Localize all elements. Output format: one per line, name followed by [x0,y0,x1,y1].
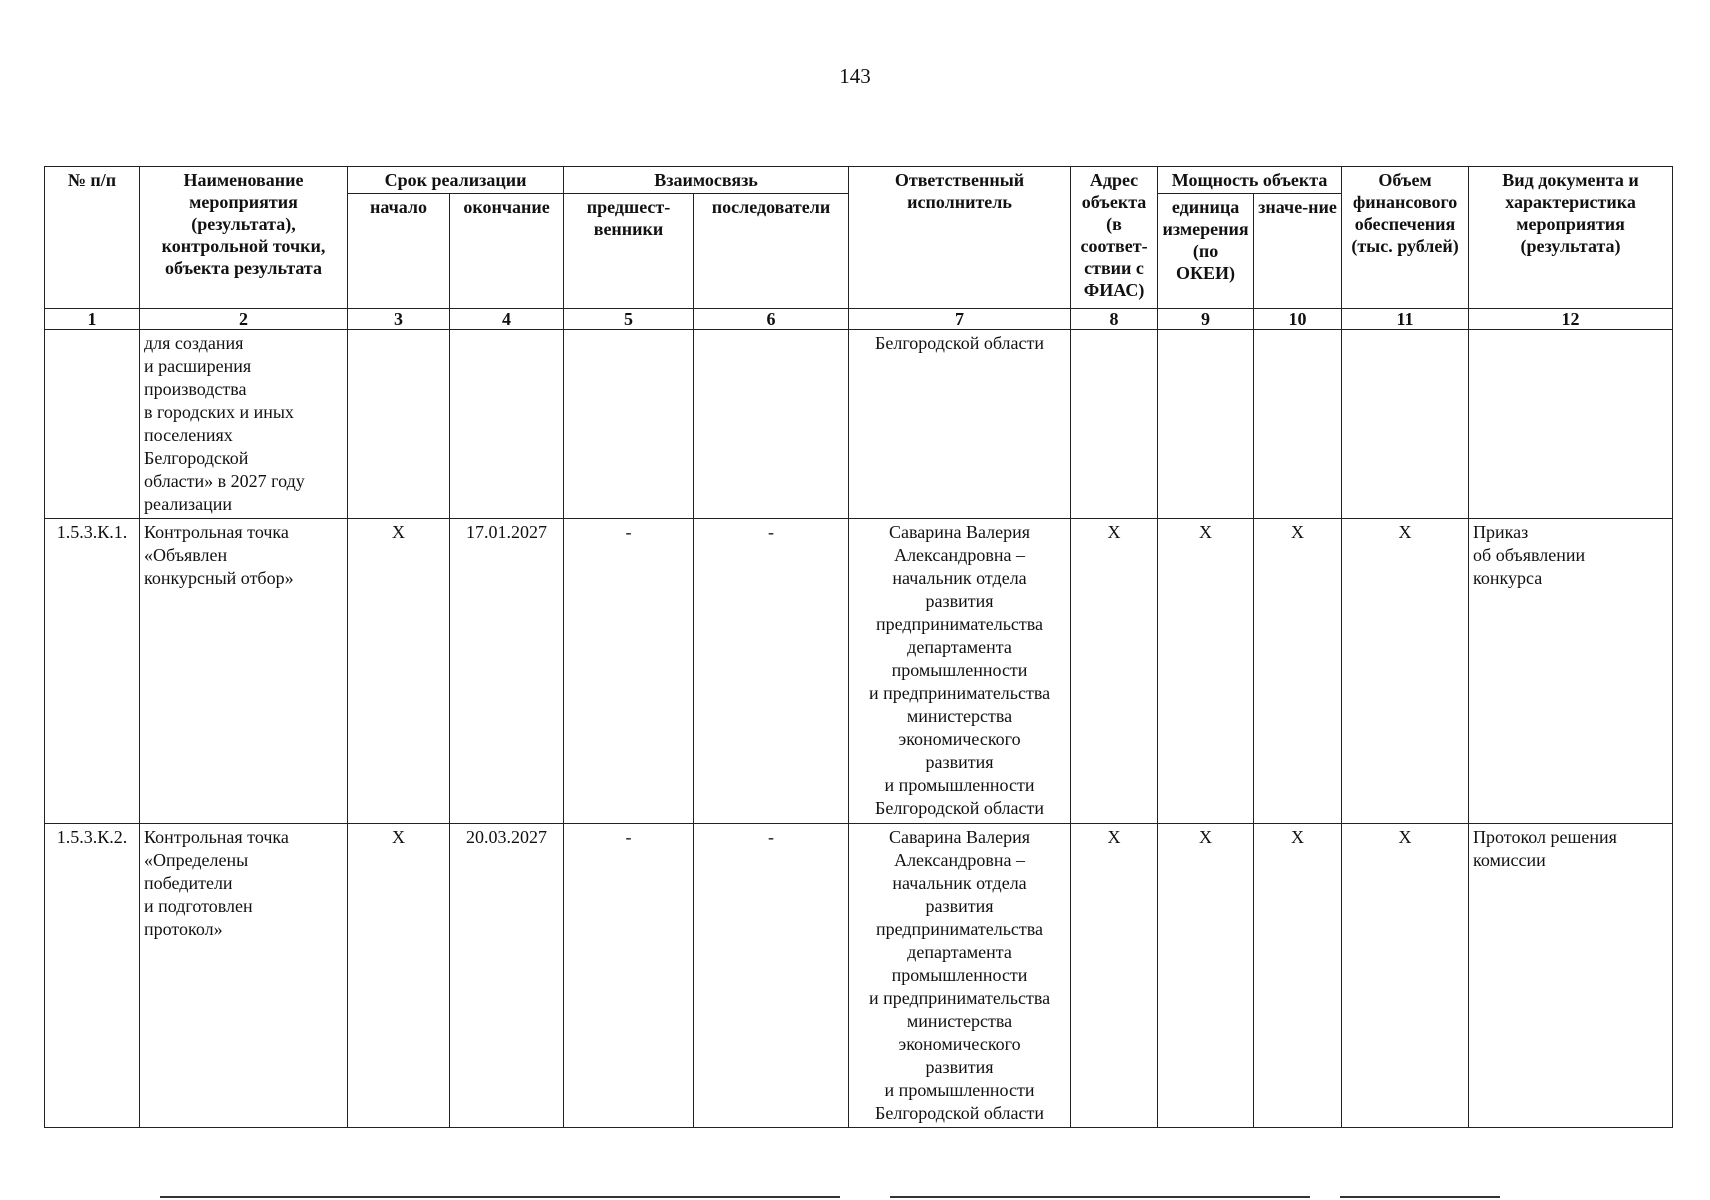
header-executor: Ответственный исполнитель [849,167,1071,309]
row-name: Контрольная точка «Определены победители и подготовлен протокол» [140,824,348,1128]
row-value: X [1254,519,1342,824]
row-doc: Протокол решения комиссии [1469,824,1673,1128]
column-number: 11 [1342,309,1469,330]
column-number: 5 [564,309,694,330]
cell-empty [1342,330,1469,519]
scan-edge-line [1340,1196,1500,1198]
cell-empty [1254,330,1342,519]
row-finance: X [1342,519,1469,824]
row-finance: X [1342,824,1469,1128]
row-end: 17.01.2027 [450,519,564,824]
table-row [45,519,1673,824]
scan-edge-line [890,1196,1310,1198]
header-unit: единица измерения (по ОКЕИ) [1158,194,1254,309]
header-term-start: начало [348,194,450,309]
column-number: 2 [140,309,348,330]
header-doc-type: Вид документа и характеристика мероприятия (результата) [1469,167,1673,309]
row-executor: Саварина Валерия Александровна – начальник отдела развития предпринимательства департамента промышленности и предпринимательства министерства экономического развития и промышленности Белгородской области [849,824,1071,1128]
column-number: 9 [1158,309,1254,330]
row-address: X [1071,519,1158,824]
row-predecessors: - [564,519,694,824]
column-number: 4 [450,309,564,330]
column-number: 7 [849,309,1071,330]
scan-edge-line [160,1196,840,1198]
row-executor: Саварина Валерия Александровна – начальник отдела развития предпринимательства департамента промышленности и предпринимательства министерства экономического развития и промышленности Белгородской области [849,519,1071,824]
plan-table [44,166,1673,1128]
header-term: Срок реализации [348,167,564,194]
row-unit: X [1158,519,1254,824]
page-number: 143 [839,64,871,88]
header-num: № п/п [45,167,140,309]
cell-empty [1158,330,1254,519]
header-value: значе-ние [1254,194,1342,309]
row-num: 1.5.3.К.1. [45,519,140,824]
row-start: X [348,824,450,1128]
row-address: X [1071,824,1158,1128]
cell-empty [348,330,450,519]
column-number: 12 [1469,309,1673,330]
row-value: X [1254,824,1342,1128]
column-number: 6 [694,309,849,330]
cell-empty [1071,330,1158,519]
continuation-row [45,330,1673,519]
header-address: Адрес объекта (в соответ-ствии с ФИАС) [1071,167,1158,309]
cell-empty [694,330,849,519]
cell-empty [45,330,140,519]
row-num: 1.5.3.К.2. [45,824,140,1128]
column-number: 10 [1254,309,1342,330]
row-name: Контрольная точка «Объявлен конкурсный отбор» [140,519,348,824]
header-name: Наименование мероприятия (результата), контрольной точки, объекта результата [140,167,348,309]
cell-empty [564,330,694,519]
row-doc: Приказ об объявлении конкурса [1469,519,1673,824]
cell-empty [1469,330,1673,519]
continuation-name: для создания и расширения производства в городских и иных поселениях Белгородской области» в 2027 году реализации [140,330,348,519]
table-row [45,824,1673,1128]
header-finance: Объем финансового обеспечения (тыс. рублей) [1342,167,1469,309]
row-successors: - [694,824,849,1128]
continuation-executor: Белгородской области [849,330,1071,519]
header-predecessors: предшест-венники [564,194,694,309]
row-start: X [348,519,450,824]
row-predecessors: - [564,824,694,1128]
column-number-row [45,309,1673,330]
column-number: 3 [348,309,450,330]
header-capacity: Мощность объекта [1158,167,1342,194]
column-number: 1 [45,309,140,330]
cell-empty [450,330,564,519]
row-successors: - [694,519,849,824]
row-end: 20.03.2027 [450,824,564,1128]
header-successors: последователи [694,194,849,309]
header-term-end: окончание [450,194,564,309]
row-unit: X [1158,824,1254,1128]
column-number: 8 [1071,309,1158,330]
header-relation: Взаимосвязь [564,167,849,194]
